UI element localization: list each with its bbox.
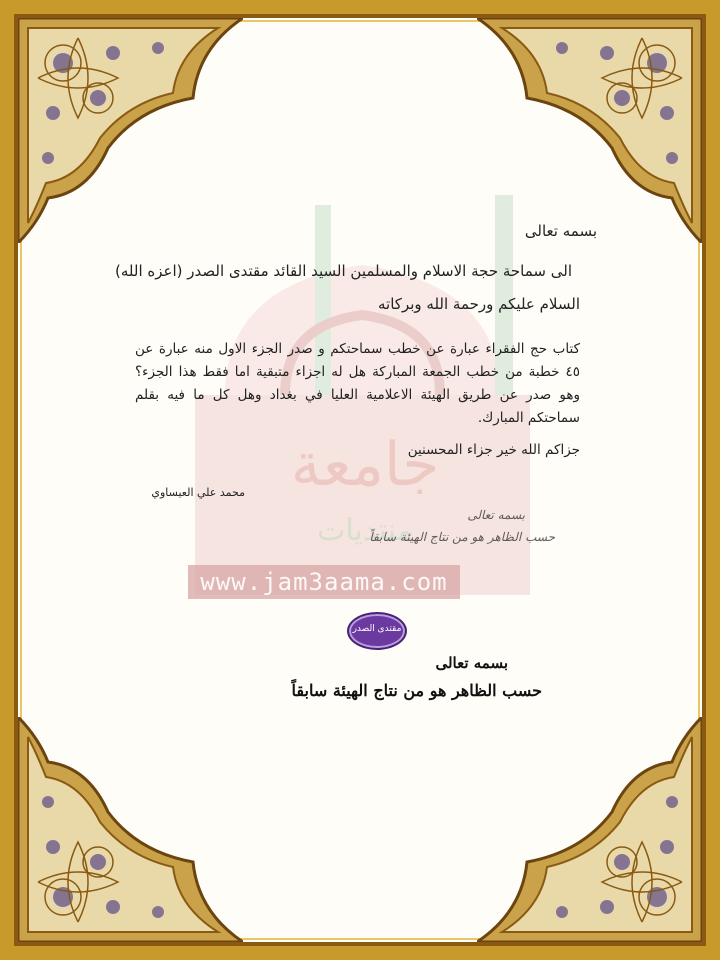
corner-ornament-bottom-left: [18, 717, 243, 942]
corner-ornament-bottom-right: [477, 717, 702, 942]
handwritten-note: [285, 500, 555, 560]
letter-basmala: بسمه تعالى: [524, 222, 597, 240]
svg-text:منتديات: منتديات: [317, 513, 413, 548]
watermark-url: www.jam3aama.com: [188, 565, 460, 599]
handwritten-line-2: حسب الظاهر هو من نتاج الهيئة سابقاً: [369, 530, 555, 544]
letter-thanks: جزاكم الله خير جزاء المحسنين: [407, 442, 580, 458]
reply-text: حسب الظاهر هو من نتاج الهيئة سابقاً: [291, 681, 542, 700]
letter-greeting: السلام عليكم ورحمة الله وبركاته: [378, 295, 580, 313]
letter-signatory: محمد علي العيساوي: [151, 486, 245, 499]
svg-text:جامعة: جامعة: [290, 430, 440, 500]
letter-address: الى سماحة حجة الاسلام والمسلمين السيد القائد مقتدى الصدر (اعزه الله): [115, 262, 572, 280]
seal-stamp: مقتدى الصدر: [347, 612, 407, 650]
reply-basmala: بسمه تعالى: [435, 654, 508, 672]
letter-body: كتاب حج الفقراء عبارة عن خطب سماحتكم و صدر الجزء الاول منه عبارة عن ٤٥ خطبة من خطب الجمعة المباركة هل له اجزاء متبقية اما فقط هذا الجزء؟ وهو صدر عن طريق الهيئة الاعلامية العليا في بغداد وهل كل ما فيه بقلم سماحتكم المبارك.: [135, 341, 580, 426]
handwritten-line-1: بسمه تعالى: [467, 508, 525, 522]
